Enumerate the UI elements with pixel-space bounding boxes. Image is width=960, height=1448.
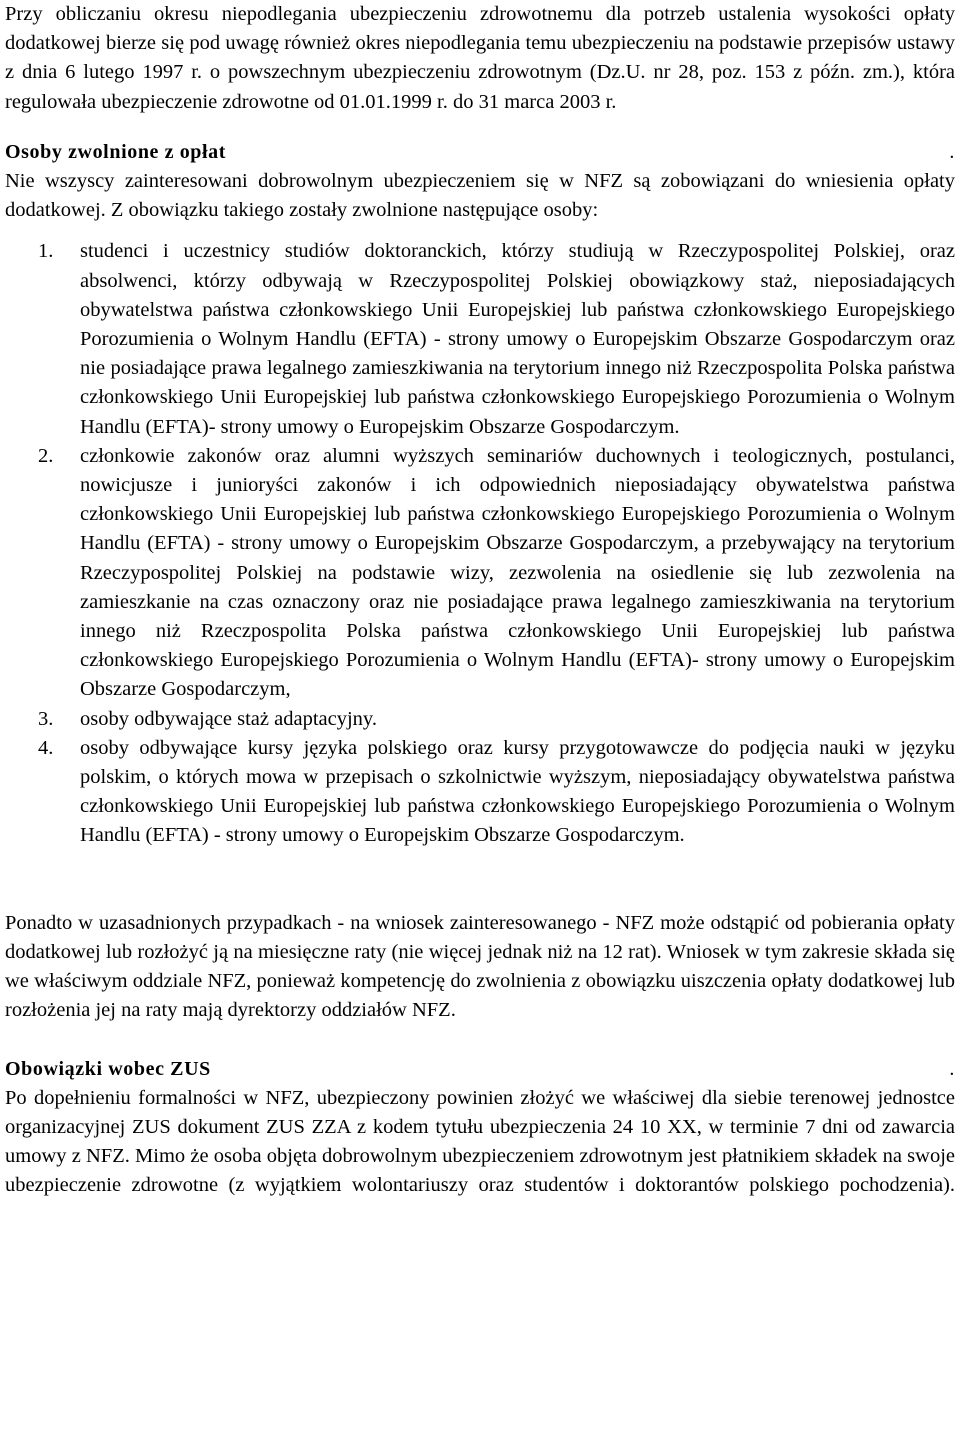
zus-paragraph: Po dopełnieniu formalności w NFZ, ubezpieczony powinien złożyć we właściwej dla siebie terenowej jednostce organizacyjnej ZUS dokument ZUS ZZA z kodem tytułu ubezpieczenia 24 10 XX, w terminie 7 dni od zawarcia umowy z NFZ. Mimo że osoba objęta dobrowolnym ubezpieczeniem zdrowotnym jest płatnikiem składek na swoje ubezpieczenie zdrowotne (z wyjątkiem wolontariuszy oraz studentów i doktorantów polskiego pochodzenia). [5, 1086, 955, 1197]
section-heading-zus-text: Obowiązki wobec ZUS [5, 1057, 211, 1080]
list-item-number: 2. [38, 444, 54, 467]
list-item [5, 442, 955, 705]
list-item-text: studenci i uczestnicy studiów doktoranckich, którzy studiują w Rzeczypospolitej Polskiej, oraz absolwenci, którzy odbywają w Rzeczypospolitej Polskiej obowiązkowy staż, nieposiadających obywatelstwa państwa członkowskiego Unii Europejskiej lub państwa członkowskiego Europejskiego Porozumienia o Wolnym Handlu (EFTA) - strony umowy o Europejskim Obszarze Gospodarczym oraz nie posiadające prawa legalnego zamieszkiwania na terytorium innego niż Rzeczpospolita Polska państwa członkowskiego Unii Europejskiej lub państwa członkowskiego Europejskiego Porozumienia o Wolnym Handlu (EFTA)- strony umowy o Europejskim Obszarze Gospodarczym. [80, 240, 955, 438]
list-item-text: osoby odbywające kursy języka polskiego oraz kursy przygotowawcze do podjęcia nauki w języku polskim, o których mowa w przepisach o szkolnictwie wyższym, nieposiadający obywatelstwa państwa członkowskiego Unii Europejskiej lub państwa członkowskiego Europejskiego Porozumienia o Wolnym Handlu (EFTA) - strony umowy o Europejskim Obszarze Gospodarczym. [80, 736, 955, 847]
list-item-number: 3. [38, 707, 54, 730]
exempt-list [5, 237, 955, 850]
intro-paragraph: Przy obliczaniu okresu niepodlegania ubezpieczeniu zdrowotnemu dla potrzeb ustalenia wysokości opłaty dodatkowej bierze się pod uwagę również okres niepodlegania temu ubezpieczeniu na podstawie przepisów ustawy z dnia 6 lutego 1997 r. o powszechnym ubezpieczeniu zdrowotnym (Dz.U. nr 28, poz. 153 z późn. zm.), która regulowała ubezpieczenie zdrowotne od 01.01.1999 r. do 31 marca 2003 r. [5, 3, 955, 113]
section-heading-zus [5, 1055, 955, 1084]
exempt-lead-paragraph: Nie wszyscy zainteresowani dobrowolnym ubezpieczeniem się w NFZ są zobowiązani do wniesienia opłaty dodatkowej. Z obowiązku takiego zostały zwolnione następujące osoby: [5, 170, 955, 222]
list-item [5, 734, 955, 851]
list-item-text: członkowie zakonów oraz alumni wyższych seminariów duchownych i teologicznych, postulanci, nowicjusze i junioryści zakonów i ich odpowiednich nieposiadający obywatelstwa państwa członkowskiego Unii Europejskiej lub państwa członkowskiego Europejskiego Porozumienia o Wolnym Handlu (EFTA) - strony umowy o Europejskim Obszarze Gospodarczym, a przebywający na terytorium Rzeczypospolitej Polskiej na podstawie wizy, zezwolenia na osiedlenie się lub zezwolenia na zamieszkanie na czas oznaczony oraz nie posiadające prawa legalnego zamieszkiwania na terytorium innego niż Rzeczpospolita Polska państwa członkowskiego Unii Europejskiej lub państwa członkowskiego Europejskiego Porozumienia o Wolnym Handlu (EFTA)- strony umowy o Europejskim Obszarze Gospodarczym, [80, 444, 955, 701]
section-heading-zus-dot: . [949, 1057, 955, 1080]
list-item-number: 1. [38, 240, 54, 263]
document-page [5, 0, 955, 1201]
list-item [5, 705, 955, 734]
section-heading-exempt [5, 138, 955, 167]
section-heading-exempt-text: Osoby zwolnione z opłat [5, 140, 227, 163]
list-item-number: 4. [38, 736, 54, 759]
list-item [5, 237, 955, 441]
section-heading-exempt-dot: . [949, 140, 955, 163]
waiver-paragraph: Ponadto w uzasadnionych przypadkach - na wniosek zainteresowanego - NFZ może odstąpić od pobierania opłaty dodatkowej lub rozłożyć ją na miesięczne raty (nie więcej jednak niż na 12 rat). Wniosek w tym zakresie składa się we właściwym oddziale NFZ, ponieważ kompetencję do zwolnienia z obowiązku uiszczenia opłaty dodatkowej lub rozłożenia jej na raty mają dyrektorzy oddziałów NFZ. [5, 911, 955, 1022]
list-item-text: osoby odbywające staż adaptacyjny. [80, 707, 377, 730]
